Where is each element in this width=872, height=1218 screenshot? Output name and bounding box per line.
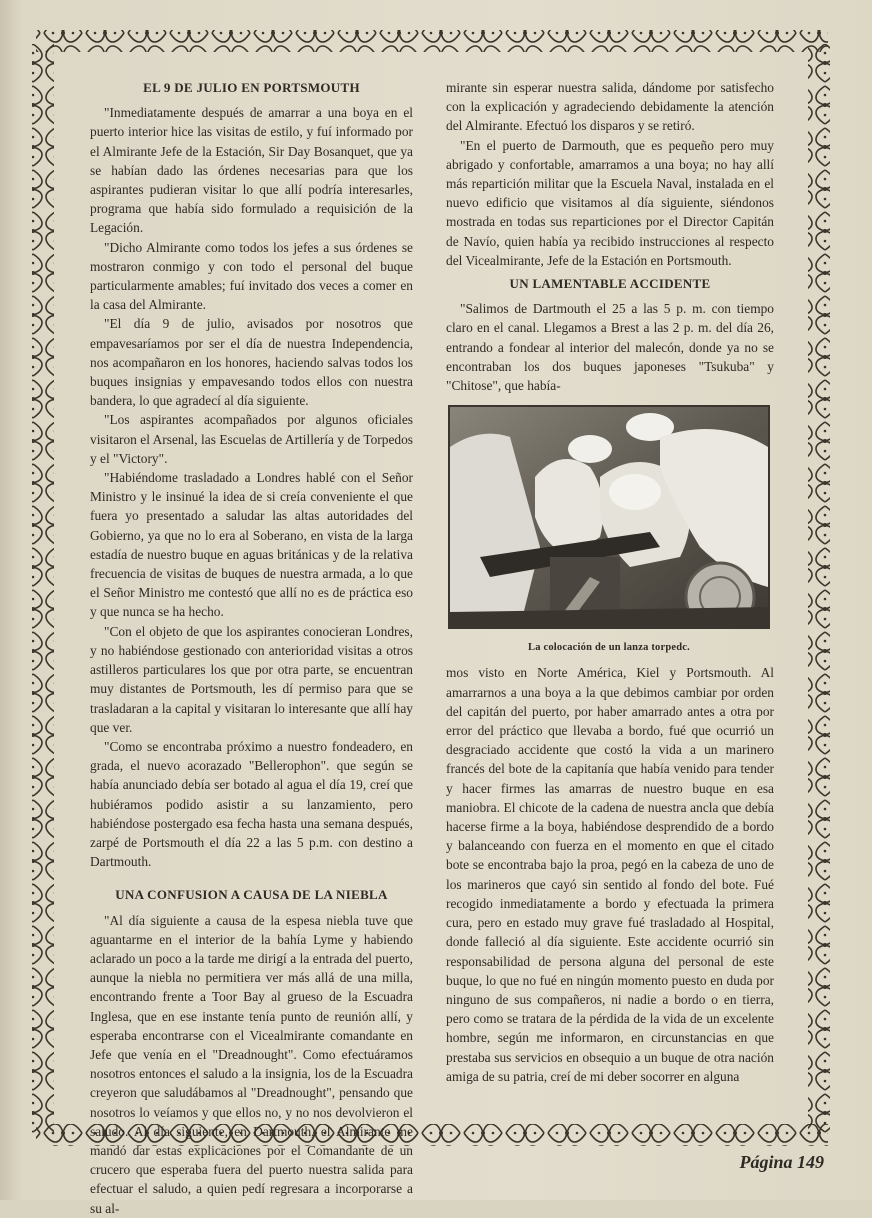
paragraph: mirante sin esperar nuestra salida, dándome por satisfecho con la explicación y agradeciendo debidamente la atención del Almirante. Efectuó los disparos y se retiró. <box>446 80 774 134</box>
paragraph: "Dicho Almirante como todos los jefes a sus órdenes se mostraron conmigo y con todo el personal del buque particularmente amables; fuí invitado dos veces a comer en la casa del Almirante. <box>90 239 413 313</box>
figure <box>448 405 770 657</box>
paragraph: "En el puerto de Darmouth, que es pequeño pero muy abrigado y confortable, amarramos a una boya; no hay allí más repartición militar que la Escuela Naval, instalada en el nuevo edificio que visitamos al día siguiente, siéndonos mostrada en todas sus reparticiones por el Director Capitán de Navío, quien había ya recibido instrucciones al respecto del Vicealmirante, Jefe de la Estación en Portsmouth. <box>446 137 774 268</box>
paragraph: "Al día siguiente a causa de la espesa niebla tuve que aguantarme en el interior de la bahía Lyme y habiendo aclarado un poco a la tarde me dirigí a la entrada del puerto, aunque la niebla no permitiera ver más allá de una milla, encontrando frente a Toor Bay al grueso de la Escuadra Inglesa, que en ese instante tenía punto de reunión allí, y esperaba encontrarse con el Vicealmirante comandante en Jefe que venía en el "Dreadnought". Como efectuáramos nosotros entonces el saludo a la insignia, los de la Escuadra creyeron que saludábamos al "Dreadnought", pensando que nosotros lo veíamos y que ellos no, y no nos devolvieron el saludo. Al día siguiente, en Dartmouth, el Almirante me mandó dar estas explicaciones por el Comandante de un crucero que esperaba fuera del puerto nuestra salida para efectuar el saludo, a quien pedí regresara a incorporarse a su al- <box>90 912 413 1216</box>
paragraph: "Salimos de Dartmouth el 25 a las 5 p. m. con tiempo claro en el canal. Llegamos a Brest a las 2 p. m. del día 26, entrando a fondear al interior del malecón, donde ya no se encontraban los dos buques japoneses "Tsukuba" y "Chitose", que había- <box>446 301 774 394</box>
left-column <box>90 78 413 1218</box>
photo-caption: La colocación de un lanza torpedc. <box>528 642 690 654</box>
section-heading: UN LAMENTABLE ACCIDENTE <box>509 276 711 292</box>
paragraph-part <box>446 663 774 1085</box>
page-number: Página 149 <box>739 1152 824 1172</box>
paragraph: mos visto en Norte América, Kiel y Portsmouth. Al amarrarnos a una boya a la que debimos cambiar por orden del capitán del puerto, por haber amarrado antes a otra por error del práctico que llevaba a bordo, fué que ocurrió un desgraciado accidente que costó la vida a un marinero francés del bote de la capitanía que había venido para tender y hacer firmes las amarras de nuestro buque en esa maniobra. El chicote de la cadena de nuestra ancla que debía hacerse firme a la boya, habiéndose desprendido de a bordo y balanceando con fuerza en el momento en que el citado bote se encontraba bajo la proa, pegó en la cabeza de uno de los marineros que cayó sin sentido al fondo del bote. Fué recogido inmediatamente a bordo y efectuada la primera cura, pero en estado muy grave fué trasladado al Hospital, donde falleció al día siguiente. Este accidente ocurrió sin responsabilidad de persona alguna del personal de este buque, lo que no fué en ningún momento puesto en duda por ninguno de sus compañeros, ni nadie a bordo o en tierra, pero como se tratara de la pérdida de la vida de un excelente hombre, según me informaron, en circunstancias en que prestaba sus servicios en obsequio a un buque de otra nación amiga de su patria, creí de mi deber socorrer en alguna <box>446 665 774 1084</box>
section-heading: EL 9 DE JULIO EN PORTSMOUTH <box>143 80 360 95</box>
torpedo-crew-photo <box>448 405 770 629</box>
paragraph: "Como se encontraba próximo a nuestro fondeadero, en grada, el nuevo acorazado "Bellerophon". que según se había anunciado debía ser botado al agua el día 19, creí que hubiéramos podido asistir a su lanzamiento, pero habiéndose postergado esa fecha hasta una semana después, zarpé de Portsmouth el día 22 a las 5 p.m. con destino a Dartmouth. <box>90 738 413 870</box>
right-column <box>446 78 774 1086</box>
paragraph: "El día 9 de julio, avisados por nosotros que empavesaríamos por ser el día de nuestra Independencia, nos acompañaron en los honores, haciendo salvas todos los buques insignias y empavesando todos ellos con nuestra bandera, lo que agradecí al día siguiente. <box>90 316 413 409</box>
paragraph: "Los aspirantes acompañados por algunos oficiales visitaron el Arsenal, las Escuelas de Artillería y de Torpedos y el "Victory". <box>90 412 413 466</box>
paragraph: "Inmediatamente después de amarrar a una boya en el puerto interior hice las visitas de estilo, y fuí informado por el Almirante Jefe de la Estación, Sir Day Bosanquet, que ya se habían dado las órdenes necesarias para que los aspirantes pudieran visitar lo que allí podría interesarles, programa que había sido formulado a requisición de la Legación. <box>90 105 413 236</box>
paragraph: "Habiéndome trasladado a Londres hablé con el Señor Ministro y le insinué la idea de si creía conveniente el que fuera yo presentado a saludar las altas autoridades del Gobierno, ya que no lo era al Soberano, en vista de la larga estadía de nuestro buque en aguas británicas y de la relativa frecuencia de visitas de buques de nuestra armada, a lo que el Señor Ministro me contestó que allí no es de práctica eso y que nunca se ha hecho. <box>90 470 413 620</box>
paragraph: "Con el objeto de que los aspirantes conocieran Londres, y no habiéndose gestionado con anterioridad visitas a otros astilleros particulares los que por otra parte, se encuentran muy distantes de Portsmouth, les dí permiso para que se trasladaran a la capital y visitaran lo interesante que allí hay que ver. <box>90 623 413 735</box>
paragraph-part <box>446 299 774 395</box>
section-heading: UNA CONFUSION A CAUSA DE LA NIEBLA <box>115 887 388 903</box>
